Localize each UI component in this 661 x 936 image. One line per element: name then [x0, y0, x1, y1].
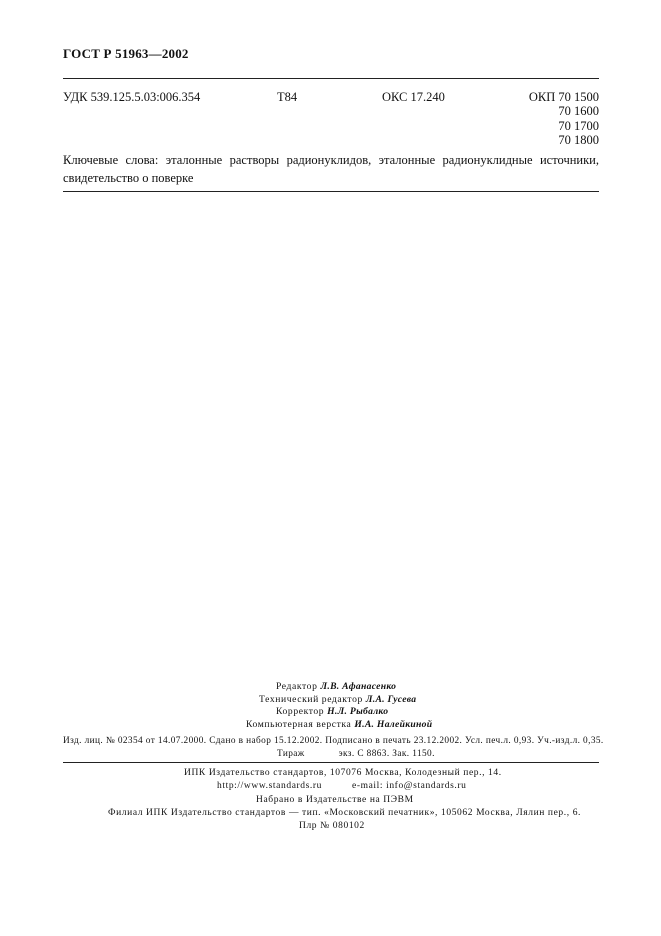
keywords-paragraph [63, 151, 599, 187]
top-divider [63, 78, 599, 79]
okp-code-1: 70 1500 [558, 90, 599, 104]
keywords-label: Ключевые слова: [63, 153, 159, 167]
imprint-line-2 [277, 748, 435, 761]
okp-code-3: 70 1700 [558, 118, 599, 133]
keywords-divider [63, 191, 599, 192]
publisher-email[interactable]: e-mail: info@standards.ru [352, 781, 467, 792]
imprint-line-1: Изд. лиц. № 02354 от 14.07.2000. Сдано в набор 15.12.2002. Подписано в печать 23.12.2002. Усл. печ.л. 0,93. Уч.-изд.л. 0,35. [63, 736, 604, 746]
tirazh-label: Тираж [277, 749, 305, 759]
license-number: Плр № 080102 [299, 821, 365, 832]
corrector-line [276, 706, 388, 719]
corrector-role: Корректор [276, 706, 325, 718]
udk-code: УДК 539.125.5.03:006.354 [63, 90, 201, 104]
publisher-divider [63, 762, 599, 763]
order-info: экз. С 8863. Зак. 1150. [338, 749, 435, 759]
branch-address: Филиал ИПК Издательство стандартов — тип. «Московский печатник», 105062 Москва, Лялин пер., 6. [108, 807, 582, 818]
publisher-address: ИПК Издательство стандартов, 107076 Москва, Колодезный пер., 14. [184, 768, 502, 778]
editor-line [276, 681, 396, 694]
tech-editor-role: Технический редактор [259, 693, 363, 705]
layout-name: И.А. Налейкиной [354, 718, 433, 730]
okp-code-2: 70 1600 [558, 104, 599, 119]
tech-editor-name: Л.А. Гусева [365, 693, 417, 705]
layout-line [246, 719, 432, 732]
editor-name: Л.В. Афанасенко [320, 681, 397, 692]
t-code: Т84 [277, 90, 298, 104]
okp-line-1 [529, 90, 599, 104]
publisher-contacts [217, 780, 467, 793]
standard-code: ГОСТ Р 51963—2002 [63, 46, 189, 61]
okp-code-4: 70 1800 [558, 132, 599, 147]
typeset-note: Набрано в Издательстве на ПЭВМ [256, 794, 414, 805]
keywords-text: эталонные растворы радионуклидов, эталонные радионуклидные источники, свидетельство о поверке [63, 153, 600, 185]
oks-code: ОКС 17.240 [382, 90, 445, 104]
corrector-name: Н.Л. Рыбалко [327, 706, 389, 718]
tech-editor-line [259, 694, 416, 707]
publisher-website[interactable]: http://www.standards.ru [217, 781, 323, 792]
editor-role: Редактор [276, 681, 318, 692]
layout-role: Компьютерная верстка [246, 718, 352, 730]
okp-label: ОКП [528, 90, 556, 104]
okp-codes [529, 90, 599, 147]
